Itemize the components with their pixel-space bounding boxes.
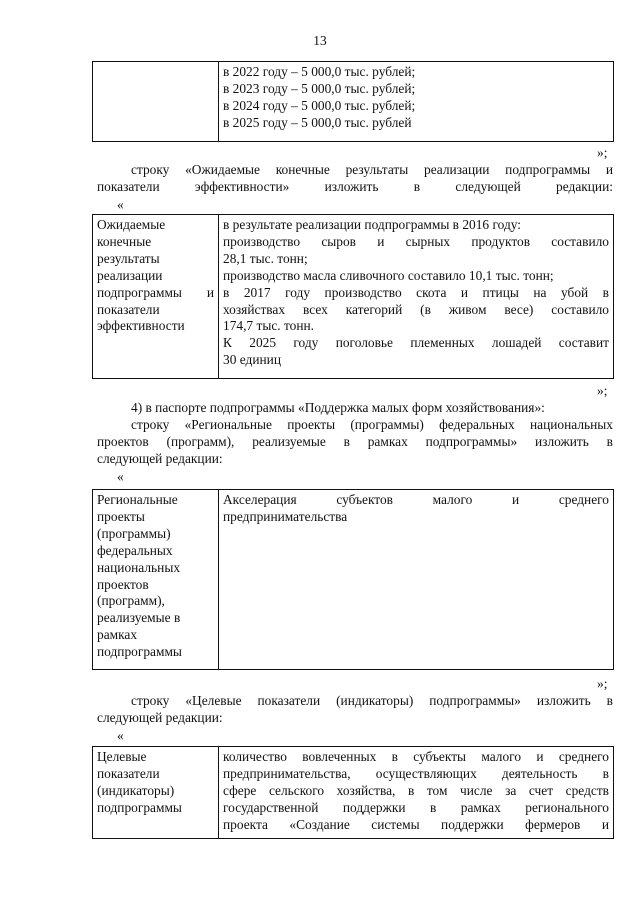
table-cell-right xyxy=(219,62,614,142)
funding-table xyxy=(92,61,614,142)
cell-line: количество вовлеченных в субъекты малого и среднего xyxy=(223,749,609,764)
cell-line: (программы) xyxy=(97,525,171,541)
cell-line: национальных xyxy=(97,559,181,575)
paragraph-line: проектов (программ), реализуемые в рамках подпрограммы» изложить в xyxy=(97,433,613,449)
paragraph-line: следующей редакции: xyxy=(97,450,223,466)
cell-line: хозяйствах всех категорий (в живом весе) составило xyxy=(223,301,609,317)
cell-line: проекта «Создание системы поддержки фермеров и xyxy=(223,816,609,832)
cell-line: результаты xyxy=(97,250,160,266)
cell-line: предпринимательства, осуществляющих деятельность в xyxy=(223,765,609,781)
cell-line: подпрограммы xyxy=(97,644,182,660)
paragraph-line: строку «Ожидаемые конечные результаты реализации подпрограммы и xyxy=(131,162,613,177)
closing-quote: »; xyxy=(597,383,608,398)
table-cell-left xyxy=(93,215,219,379)
opening-quote: « xyxy=(117,197,124,212)
cell-line: рамках xyxy=(97,627,138,643)
cell-line: производство масла сливочного составило 10,1 тыс. тонн; xyxy=(223,267,554,283)
table-cell-left xyxy=(93,490,219,670)
expected-results-table xyxy=(92,214,614,379)
paragraph-passport xyxy=(97,400,613,468)
table-row xyxy=(93,490,614,670)
cell-line: государственной поддержки в рамках регионального xyxy=(223,799,609,815)
target-indicators-table xyxy=(92,746,614,839)
cell-line: реализации xyxy=(97,267,163,283)
opening-quote: « xyxy=(117,469,124,484)
cell-line: 30 единиц xyxy=(223,352,281,368)
cell-line: подпрограммы и xyxy=(97,284,214,300)
cell-line: сфере сельского хозяйства, в том числе за счет средств xyxy=(223,782,609,798)
cell-line: предпринимательства xyxy=(223,508,348,524)
cell-line: Акселерация субъектов малого и среднего xyxy=(223,492,609,507)
cell-line: эффективности xyxy=(97,318,185,334)
closing-quote: »; xyxy=(597,145,608,160)
cell-line: реализуемые в xyxy=(97,610,181,626)
cell-line: показатели xyxy=(97,301,160,317)
funding-line: в 2023 году – 5 000,0 тыс. рублей; xyxy=(223,80,416,96)
cell-line: 174,7 тыс. тонн. xyxy=(223,318,315,334)
table-cell-left xyxy=(93,62,219,142)
paragraph-line: показатели эффективности» изложить в следующей редакции: xyxy=(97,178,613,194)
cell-line: К 2025 году поголовье племенных лошадей составит xyxy=(223,335,609,351)
cell-line: в 2017 году производство скота и птицы на убой в xyxy=(223,284,609,300)
paragraph-line: 4) в паспорте подпрограммы «Поддержка малых форм хозяйствования»: xyxy=(131,400,545,415)
table-cell-left xyxy=(93,747,219,839)
regional-projects-table xyxy=(92,489,614,670)
funding-line: в 2024 году – 5 000,0 тыс. рублей; xyxy=(223,97,416,113)
cell-line: Целевые xyxy=(97,749,147,764)
closing-quote: »; xyxy=(597,676,608,691)
table-cell-right xyxy=(219,747,614,839)
table-cell-right xyxy=(219,215,614,379)
cell-line: производство сыров и сырных продуктов составило xyxy=(223,233,609,249)
paragraph-line: строку «Региональные проекты (программы) федеральных национальных xyxy=(131,416,613,432)
cell-line: в результате реализации подпрограммы в 2016 году: xyxy=(223,217,521,232)
paragraph-target-indicators xyxy=(97,693,613,727)
paragraph-line: следующей редакции: xyxy=(97,709,223,725)
table-row xyxy=(93,215,614,379)
cell-line: (индикаторы) xyxy=(97,782,175,798)
cell-line: показатели xyxy=(97,765,160,781)
funding-line: в 2025 году – 5 000,0 тыс. рублей xyxy=(223,114,412,130)
table-cell-right xyxy=(219,490,614,670)
opening-quote: « xyxy=(117,728,124,743)
paragraph-line: строку «Целевые показатели (индикаторы) подпрограммы» изложить в xyxy=(131,693,613,708)
paragraph-expected-results xyxy=(97,162,613,196)
cell-line: конечные xyxy=(97,233,152,249)
funding-line: в 2022 году – 5 000,0 тыс. рублей; xyxy=(223,64,416,79)
cell-line: проектов xyxy=(97,576,149,592)
cell-line: (программ), xyxy=(97,593,165,609)
page-number: 13 xyxy=(313,33,327,48)
cell-line: подпрограммы xyxy=(97,799,182,815)
cell-line: Региональные xyxy=(97,492,178,507)
cell-line: 28,1 тыс. тонн; xyxy=(223,250,308,266)
table-row xyxy=(93,747,614,839)
cell-line: Ожидаемые xyxy=(97,217,166,232)
table-row xyxy=(93,62,614,142)
cell-line: федеральных xyxy=(97,542,173,558)
cell-line: проекты xyxy=(97,508,145,524)
